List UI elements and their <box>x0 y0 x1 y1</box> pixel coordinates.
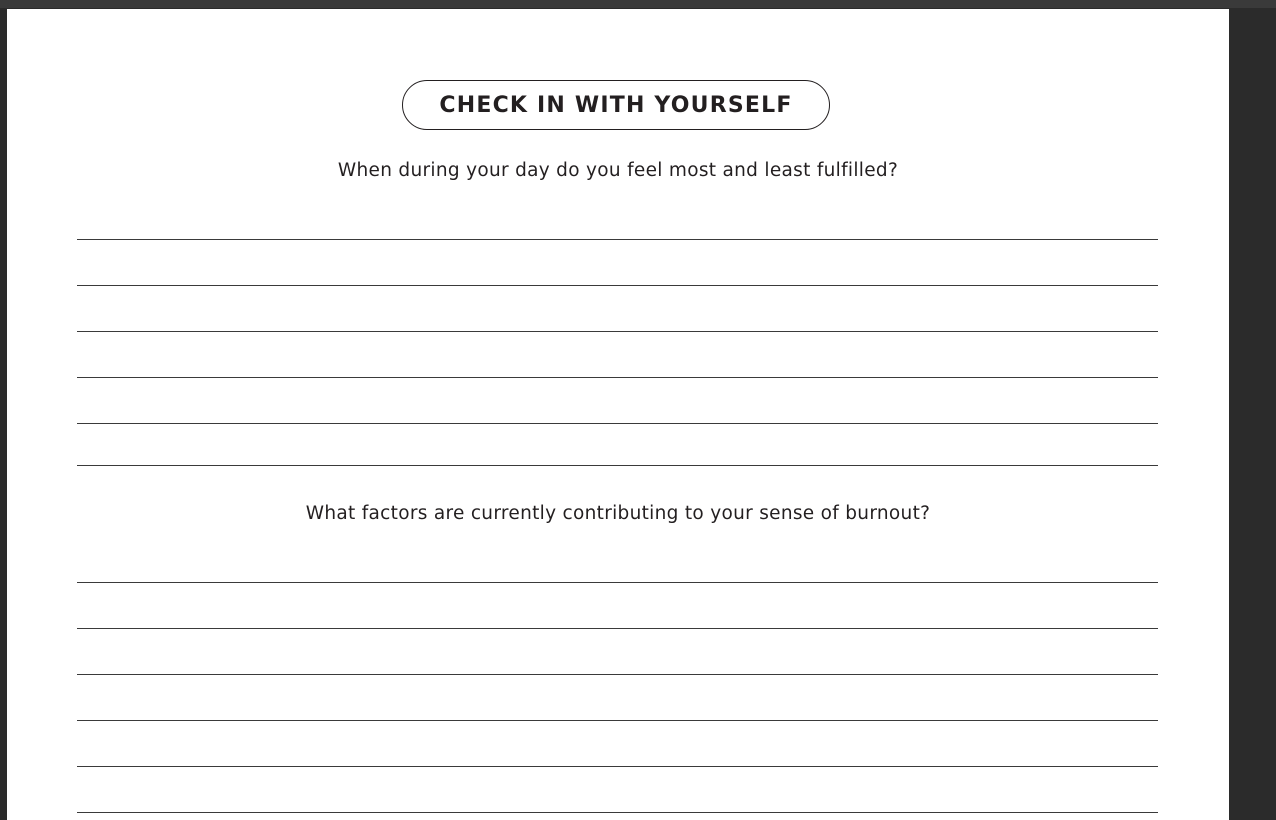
document-page[interactable] <box>7 9 1229 820</box>
answer-line <box>77 239 1158 240</box>
question-1: When during your day do you feel most and least fulfilled? <box>337 160 899 181</box>
answer-line <box>77 285 1158 286</box>
answer-line <box>77 766 1158 767</box>
question-2: What factors are currently contributing to your sense of burnout? <box>305 503 931 524</box>
answer-line <box>77 423 1158 424</box>
answer-line <box>77 628 1158 629</box>
answer-line <box>77 331 1158 332</box>
answer-line <box>77 377 1158 378</box>
viewer-side-gutter <box>1229 8 1276 820</box>
answer-line <box>77 674 1158 675</box>
answer-line <box>77 465 1158 466</box>
section-title-pill <box>402 80 830 130</box>
viewer-top-edge <box>0 0 1276 8</box>
section-title: CHECK IN WITH YOURSELF <box>439 92 793 118</box>
answer-line <box>77 720 1158 721</box>
answer-line <box>77 582 1158 583</box>
answer-line <box>77 812 1158 813</box>
